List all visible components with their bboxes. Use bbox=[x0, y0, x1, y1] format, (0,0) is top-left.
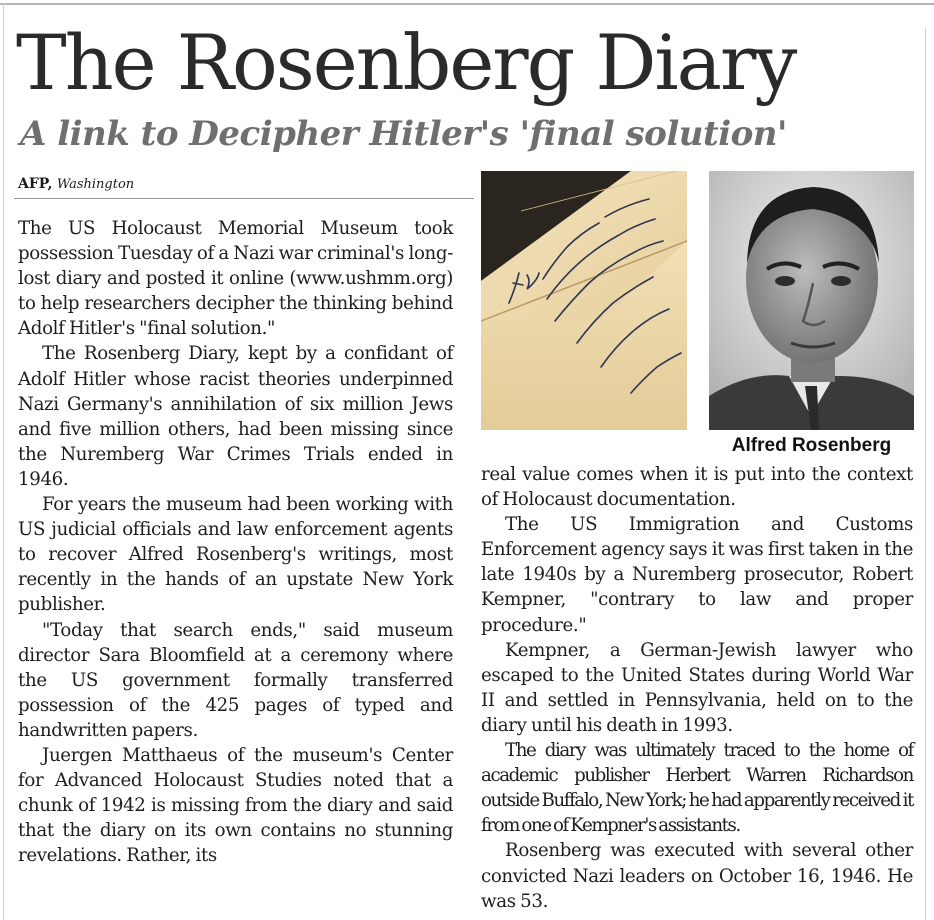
right-border-rule bbox=[925, 28, 926, 920]
byline bbox=[18, 174, 473, 195]
article-paragraph: Kempner, a German-Jewish lawyer who escaped to the United States during World War II and settled in Pennsylvania, held on to the diary until his death in 1993. bbox=[481, 639, 913, 736]
article-paragraph: Rosenberg was executed with several other convicted Nazi leaders on October 16, 1946. He was 53. bbox=[481, 840, 913, 912]
article-paragraph: The US Holocaust Memorial Museum took possession Tuesday of a Nazi war criminal's long-lost diary and posted it online (www.ushmm.org) to help researchers decipher the thinking behind Adolf Hitler's "final solution." bbox=[18, 218, 453, 340]
photo-caption: Alfred Rosenberg bbox=[731, 435, 892, 456]
diary-page-photo bbox=[481, 171, 687, 430]
article-paragraph: real value comes when it is put into the context of Holocaust documentation. bbox=[481, 464, 913, 511]
article-paragraph: The diary was ultimately traced to the home of academic publisher Herbert Warren Richardson outside Buffalo, New York; he had apparently received it from one of Kempner's assistants. bbox=[481, 740, 913, 837]
alfred-rosenberg-portrait bbox=[709, 171, 914, 430]
article-paragraph: The US Immigration and Customs Enforcement agency says it was first taken in the late 1940s by a Nuremberg prosecutor, Robert Kempner, "contrary to law and proper procedure." bbox=[481, 514, 913, 636]
byline-place: Washington bbox=[56, 177, 135, 192]
article-column-right bbox=[481, 462, 913, 914]
byline-rule bbox=[14, 198, 474, 199]
top-border-rule bbox=[0, 3, 934, 5]
left-border-rule bbox=[3, 3, 4, 920]
headline: The Rosenberg Diary bbox=[16, 18, 796, 107]
article-paragraph: Juergen Matthaeus of the museum's Center for Advanced Holocaust Studies noted that a chunk of 1942 is missing from the diary and said that the diary on its own contains no stunning revelations. Rather, its bbox=[18, 744, 453, 867]
article-paragraph: For years the museum had been working with US judicial officials and law enforcement agents to recover Alfred Rosenberg's writings, most recently in the hands of an upstate New York publisher. bbox=[18, 494, 453, 616]
byline-agency: AFP, bbox=[18, 176, 53, 192]
subheadline: A link to Decipher Hitler's 'final solution' bbox=[20, 114, 787, 154]
article-paragraph: The Rosenberg Diary, kept by a confidant of Adolf Hitler whose racist theories underpinned Nazi Germany's annihilation of six million Jews and five million others, had been missing since the Nuremberg War Crimes Trials ended in 1946. bbox=[18, 343, 453, 490]
article-column-left bbox=[18, 216, 453, 868]
article-paragraph: "Today that search ends," said museum director Sara Bloomfield at a ceremony where the US government formally transferred possession of the 425 pages of typed and handwritten papers. bbox=[18, 619, 453, 741]
